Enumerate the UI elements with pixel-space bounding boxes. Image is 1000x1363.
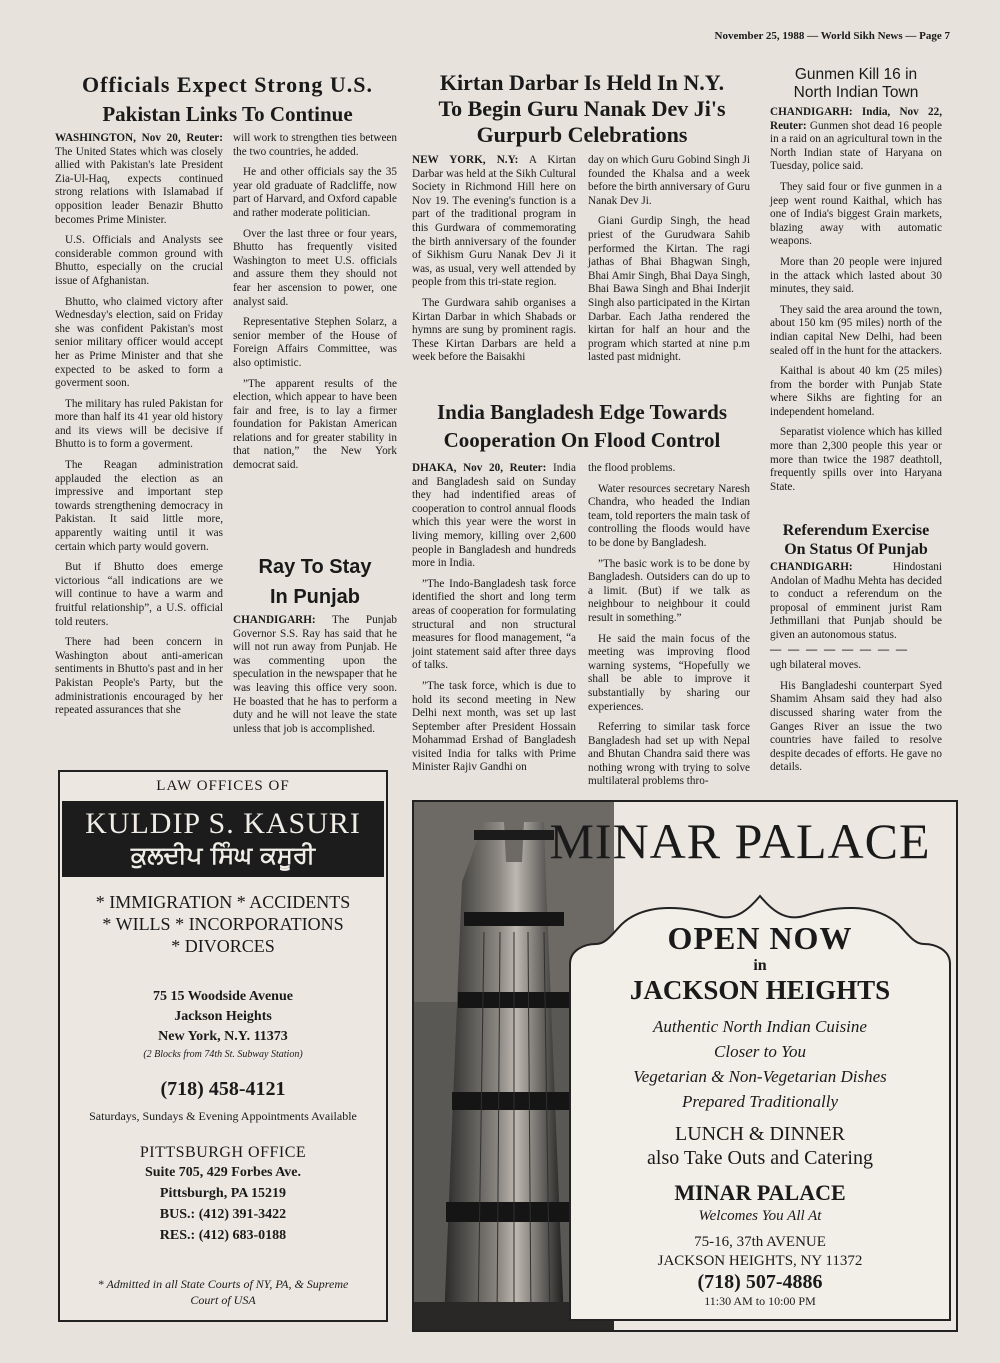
paragraph: His Bangladeshi counterpart Syed Shamim Ahsam said they had also discussed sharing water from the Ganges River an issue the two countries have failed to resolve despite decades of efforts. He gave no details. [770,679,942,774]
dateline: CHANDIGARH: [233,614,316,626]
paragraph: Over the last three or four years, Bhutto has frequently visited Washington to meet U.S. officials and assure them they should not fear her ascension to power, one analyst said. [233,227,397,308]
ad-phone: (718) 458-4121 [160,1078,286,1100]
article-column: NEW YORK, N.Y: A Kirtan Darbar was held at the Sikh Cultural Society in Richmond Hill here on Nov 19. The evening's function is a part of the traditional program in this Gurdwara of commemorating the birth anniversary of the founder of Sikhism Guru Nanak Dev Ji it was, as usual, very well attended by people from this tri-state region. The Gurdwara sahib organises a Kirtan Darbar in which Shabads or hymns are sung by prominent ragis. These Kirtan Darbars are held a week before the Baisakhi [412,154,576,364]
article-headline: To Begin Guru Nanak Dev Ji's [438,96,726,121]
paragraph: ”The task force, which is due to hold its second meeting in New Delhi next month, was set up last September after President Hossain Mohammad Ershad of Bangladesh visited India for talks with Prime Minister Rajiv Gandhi on [412,679,576,774]
ad-title: MINAR PALACE [549,813,931,869]
ad-in: in [753,957,767,974]
article-headline: North Indian Town [793,84,919,101]
article-headline: In Punjab [270,586,360,608]
ad-tagline: Authentic North Indian Cuisine Closer to You Vegetarian & Non-Vegetarian Dishes Prepared Traditionally [633,1017,887,1111]
article-headline: Pakistan Links To Continue [102,102,353,126]
paragraph: They said the area around the town, about 150 km (95 miles) north of the indian capital New Delhi, had been sealed off in the hunt for the attackers. [770,303,942,357]
article-column [588,462,750,796]
paragraph: Water resources secretary Naresh Chandra, who headed the Indian team, told reporters the main task of controlling the floods would have to be done by Bangladesh. [588,482,750,549]
ad-name: KULDIP S. KASURI [85,807,361,840]
paragraph: The Reagan administration applauded the election as an impressive and important step towards strengthening democracy in Pakistan. It said little more, apparently waiting until it was certain which party would govern. [55,459,223,553]
article-headline: On Status Of Punjab [784,541,928,558]
paragraph: They said four or five gunmen in a jeep went round Kaithal, which has one of India's biggest Grain markets, blazing away with automatic weapons. [770,180,942,248]
paragraph: ”The basic work is to be done by Bangladesh. Outsiders can do up to a limit. (But) if we talk as neighbour to neighbour it could result in something.” [588,557,750,624]
article-headline: Officials Expect Strong U.S. [82,72,373,97]
paragraph: ugh bilateral moves. [770,659,862,672]
ad-hours: 11:30 AM to 10:00 PM [704,1294,816,1308]
dateline: NEW YORK, N.Y: [412,154,519,166]
ad-location: JACKSON HEIGHTS [629,975,891,1005]
ad-pittsburgh-address: Suite 705, 429 Forbes Ave. Pittsburgh, PA 15219 BUS.: (412) 391-3422 RES.: (412) 683-0188 [144,1165,302,1243]
article-column: CHANDIGARH: Hindostani Andolan of Madhu Mehta has decided to conduct a referendum on the proposal of emminent jurist Ram Jethmillani that Punjab should be given an autonomous status. — — — — — — — — ugh bilateral moves. His Bangladeshi counterpart Syed Shamim Ahsam said they had also discussed sharing water from the Ganges River an issue the two countries have failed to resolve despite decades of efforts. He gave no details. [770,561,942,774]
paragraph: ”The Indo-Bangladesh task force identified the short and long term areas of cooperation for formulating structural and non structural measures for flood management, “a joint statement said after three days of talks. [412,577,576,672]
ad-name: MINAR PALACE [674,1180,846,1205]
paragraph: Bhutto, who claimed victory after Wednesday's election, said on Friday she was confident Pakistan's most senior military officer would accept her as Prime Minister and that she expected to be asked to form a goverment soon. [55,295,223,390]
article-column: WASHINGTON, Nov 20, Reuter: The United States which was closely allied with Pakistan's late President Zia-Ul-Haq, expects continued strong relations with Islamabad if opposition leader Benazir Bhutto becomes Prime Minister. U.S. Officials and Analysts see considerable common ground with Bhutto, especially on the crucial issue of Afghanistan. Bhutto, who claimed victory after Wednesday's election, said on Friday she was confident Pakistan's most senior military officer would accept her as Prime Minister and that she expected to be asked to form a goverment soon. The military has ruled Pakistan for more than half its 41 year old history and its views will be decisive if Bhutto is to form a goverment. The Reagan administration applauded the election as an impressive and important step towards strengthening democracy in Pakistan. It said little more, apparently waiting until it was certain which party would govern. But if Bhutto does emerge victorious “all indications are we will continue to have a warm and fruitful relationship”, a U.S. official told reuters. There had been concern in Washington about anti-american sentiments in Bhutto's past and in her Pakistan People's Party, but the administrationis encouraged by her repeated assurances that she [55,132,223,717]
ad-address: 75 15 Woodside Avenue Jackson Heights New York, N.Y. 11373 [153,989,293,1044]
article-headline: Referendum Exercise [782,522,930,539]
article-column: CHANDIGARH: The Punjab Governor S.S. Ray has said that he will not run away from Punjab. He was commenting upon the speculation in the newspaper that he was leaving this office very soon. He boasted that he has to perform a duty and he will not leave the state unless that job is accomplished. [233,614,397,735]
ad-address-note: (2 Blocks from 74th St. Subway Station) [143,1049,303,1060]
ad-services: * IMMIGRATION * ACCIDENTS * WILLS * INCORPORATIONS * DIVORCES [95,892,351,956]
paragraph: Representative Stephen Solarz, a senior member of the House of Foreign Affairs Committee, was also optimistic. [233,316,397,369]
paragraph: Kaithal is about 40 km (25 miles) from the border with Punjab State where Sikhs are fighting for an independent homeland. [770,365,942,418]
ad-pittsburgh-title: PITTSBURGH OFFICE [139,1144,307,1161]
ad-address: 75-16, 37th AVENUE JACKSON HEIGHTS, NY 11372 [657,1234,863,1269]
ad-minar-palace [412,800,958,1332]
article-headline: Cooperation On Flood Control [443,428,721,452]
article-headline: Gunmen Kill 16 in [794,66,918,83]
article-column [233,132,397,480]
ad-open-now: OPEN NOW [667,920,853,956]
paragraph: U.S. Officials and Analysts see considerable common ground with Bhutto, especially on the crucial issue of Afghanistan. [55,234,223,287]
ad-name-gurmukhi: ਕੁਲਦੀਪ ਸਿੰਘ ਕਸੂਰੀ [131,841,315,869]
paragraph: There had been concern in Washington about anti-american sentiments in Bhutto's past and in her Pakistan People's Party, but the administrationis encouraged by her repeated assurances that she [55,636,223,717]
ad-subtitle: LAW OFFICES OF [156,778,290,794]
paragraph: ”The apparent results of the election, which appear to have been fair and free, is to lay a firmer foundation for Pakistan American relations and for greater stability in that nation,” the New York democrat said. [233,377,397,472]
dateline: WASHINGTON, Nov 20, Reuter: [55,132,223,144]
paragraph: Separatist violence which has killed more than 2,300 people this year or more than twice the 1987 deathtoll, frequently spills over into Haryana State. [770,426,942,493]
article-column [588,154,750,372]
ad-law-offices [58,770,388,1322]
paragraph: Giani Gurdip Singh, the head priest of the Gurudwara Sahib performed the Kirtan. The ragi jathas of Bhai Bhagwan Singh, Bhai Amir Singh, Bhai Daya Singh, Bhai Bawa Singh and Bhai Inderjit Singh also participated in the Kirtan Darbar. Each Jatha rendered the kirtan for half an hour and the program which started at nine p.m lasted past midnight. [588,215,750,364]
paragraph: the flood problems. [588,462,676,474]
ad-admitted-note: * Admitted in all State Courts of NY, PA, & Supreme Court of USA [97,1277,349,1307]
ad-welcome: Welcomes You All At [698,1208,822,1224]
paragraph: will work to strengthen ties between the two countries, he added. [233,132,397,158]
ad-body [566,920,954,1309]
paragraph: Referring to similar task force Bangladesh had set up with Nepal and Bhutan Chandra said there was nothing wrong with trying to solve multilateral problems thro- [588,721,750,788]
paragraph: day on which Guru Gobind Singh Ji founded the Khalsa and a week before the birth anniversary of Guru Nanak Dev Ji. [588,154,750,207]
ad-services: LUNCH & DINNER also Take Outs and Catering [647,1123,873,1169]
ad-name-box [62,801,384,877]
article-headline: Gurpurb Celebrations [476,122,688,147]
dateline: DHAKA, Nov 20, Reuter: [412,462,547,474]
page-header: November 25, 1988 — World Sikh News — Page 7 [714,30,950,42]
paragraph: More than 20 people were injured in the attack which lasted about 30 minutes, they said. [770,255,942,296]
paragraph: But if Bhutto does emerge victorious “all indications are we will continue to have a warm and fruitful relationship”, a U.S. official told reuters. [55,561,223,628]
paragraph: The Gurdwara sahib organises a Kirtan Darbar in which Shabads or hymns are sung by prominent ragis. These Kirtan Darbars are held a week before the Baisakhi [412,296,576,364]
paragraph: The military has ruled Pakistan for more than half its 41 year old history and its views will be decisive if Bhutto is to form a goverment. [55,397,223,451]
ad-hours: Saturdays, Sundays & Evening Appointments Available [89,1109,357,1123]
divider-dashes: — — — — — — — — [770,643,910,656]
paragraph: He and other officials say the 35 year old graduate of Radcliffe, now part of Harvard, and Oxford capable and rather moderate politician. [233,166,397,219]
article-column: CHANDIGARH: India, Nov 22, Reuter: Gunmen shot dead 16 people in a raid on an agricultural town in the North Indian state of Haryana on Tuesday, police said. They said four or five gunmen in a jeep went round Kaithal, which has one of India's biggest Grain markets, blazing away with automatic weapons. More than 20 people were injured in the attack which lasted about 30 minutes, they said. They said the area around the town, about 150 km (95 miles) north of the indian capital New Delhi, had been sealed off in the hunt for the attackers. Kaithal is about 40 km (25 miles) from the border with Punjab State where Sikhs are fighting for an independent homeland. Separatist violence which has killed more than 2,300 people this year or more than twice the 1987 deathtoll, frequently spills over into Haryana State. [770,106,942,493]
article-column: DHAKA, Nov 20, Reuter: India and Bangladesh said on Sunday they had indentified areas of cooperation to control annual floods which this year were the worst in living memory, killing over 2,600 people in Bangladesh and hundreds more in India. ”The Indo-Bangladesh task force identified the short and long term areas of cooperation for formulating structural and non structural measures for flood management, “a joint statement said after three days of talks. ”The task force, which is due to hold its second meeting in New Delhi next month, was set up last September after President Hossain Mohammad Ershad of Bangladesh visited India for talks with Prime Minister Rajiv Gandhi on [412,462,576,774]
paragraph: He said the main focus of the meeting was improving flood warning systems, “Hopefully we shall be able to improve it substantially by sharing our experiences. [588,632,750,713]
article-headline: India Bangladesh Edge Towards [436,400,728,424]
article-headline: Ray To Stay [258,556,372,578]
dateline: CHANDIGARH: [770,561,853,573]
dateline: CHANDIGARH: India, Nov 22, Reuter: [770,106,942,132]
ad-phone: (718) 507-4886 [697,1271,823,1293]
article-headline: Kirtan Darbar Is Held In N.Y. [439,70,725,95]
